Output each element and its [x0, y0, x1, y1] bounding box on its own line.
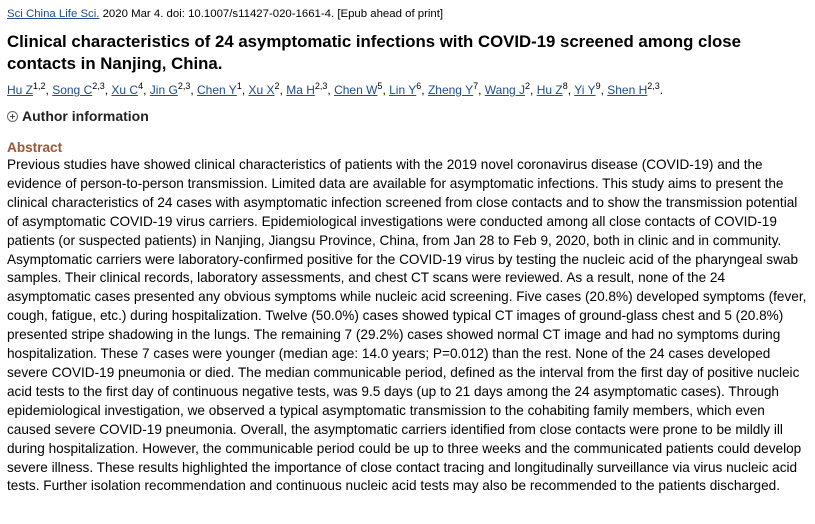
author-separator: , — [327, 83, 335, 97]
author-link[interactable]: Jin G — [149, 83, 178, 97]
author-separator: , — [279, 83, 287, 97]
author-link[interactable]: Wang J — [484, 83, 526, 97]
author-separator: , — [421, 83, 428, 97]
author-information-label: Author information — [22, 108, 149, 124]
author-affiliation: 2 — [525, 81, 531, 91]
citation-details: 2020 Mar 4. doi: 10.1007/s11427-020-1661-4. [Epub ahead of print] — [99, 8, 444, 20]
author-affiliation: 4 — [138, 81, 144, 91]
author-separator: , — [600, 83, 608, 97]
author-separator: , — [104, 83, 112, 97]
author-separator: , — [241, 83, 249, 97]
author-separator: , — [478, 83, 485, 97]
author-separator: , — [45, 83, 53, 97]
author-list — [7, 82, 807, 98]
abstract-heading: Abstract — [7, 140, 63, 155]
author-separator: , — [567, 83, 575, 97]
author-link[interactable]: Hu Z — [536, 83, 563, 97]
author-link[interactable]: Xu X — [248, 83, 275, 97]
plus-circle-icon[interactable] — [7, 111, 18, 122]
article-title: Clinical characteristics of 24 asymptomatic infections with COVID-19 screened among close contacts in Nanjing, China. — [7, 32, 741, 73]
author-link[interactable]: Zheng Y — [427, 83, 474, 97]
author-affiliation: 1,2 — [33, 81, 46, 91]
author-affiliation: 5 — [377, 81, 383, 91]
author-affiliation: 2,3 — [314, 81, 328, 91]
author-affiliation: 6 — [416, 81, 422, 91]
author-affiliation: 7 — [473, 81, 479, 91]
author-separator: , — [530, 83, 537, 97]
abstract-text: Previous studies have showed clinical characteristics of patients with the 2019 novel coronavirus disease (COVID-19) and the evidence of person-to-person transmission. Limited data are available for asymptomatic infections. This study aims to present the clinical characteristics of 24 cases with asymptomatic infection screened from close contacts and to show the transmission potential of asymptomatic COVID-19 virus carriers. Epidemiological investigations were conducted among all close contacts of COVID-19 patients (or suspected patients) in Nanjing, Jiangsu Province, China, from Jan 28 to Feb 9, 2020, both in clinic and in community. Asymptomatic carriers were laboratory-confirmed positive for the COVID-19 virus by testing the nucleic acid of the pharyngeal swab samples. Their clinical records, laboratory assessments, and chest CT scans were reviewed. As a result, none of the 24 asymptomatic cases presented any obvious symptoms while nucleic acid screening. Five cases (20.8%) developed symptoms (fever, cough, fatigue, etc.) during hospitalization. Twelve (50.0%) cases showed typical CT images of ground-glass chest and 5 (20.8%) presented stripe shadowing in the lungs. The remaining 7 (29.2%) cases showed normal CT image and had no symptoms during hospitalization. These 7 cases were younger (median age: 14.0 years; P=0.012) than the rest. None of the 24 cases developed severe COVID-19 pneumonia or died. The median communicable period, defined as the interval from the first day of positive nucleic acid tests to the first day of continuous negative tests, was 9.5 days (up to 21 days among the 24 asymptomatic cases). Through epidemiological investigation, we observed a typical asymptomatic transmission to the cohabiting family members, which even caused severe COVID-19 pneumonia. Overall, the asymptomatic carriers identified from close contacts were prone to be mildly ill during hospitalization. However, the communicable period could be up to three weeks and the communicated patients could develop severe illness. These results highlighted the importance of close contact tracing and longitudinally surveillance via virus nucleic acid tests. Further isolation recommendation and continuous nucleic acid tests may also be recommended to the patients discharged. — [7, 157, 807, 494]
author-link[interactable]: Shen H — [607, 83, 648, 97]
author-separator: , — [190, 83, 197, 97]
author-separator: , — [143, 83, 150, 97]
author-affiliation: 2,3 — [177, 81, 191, 91]
author-affiliation: 8 — [562, 81, 568, 91]
author-separator: , — [382, 83, 390, 97]
author-link[interactable]: Chen Y — [197, 83, 237, 97]
author-link[interactable]: Hu Z — [7, 83, 34, 97]
author-link[interactable]: Yi Y — [574, 83, 596, 97]
author-affiliation: 9 — [595, 81, 601, 91]
author-link[interactable]: Song C — [52, 83, 93, 97]
author-affiliation: 2 — [274, 81, 280, 91]
author-affiliation: 2,3 — [92, 81, 105, 91]
author-link[interactable]: Lin Y — [389, 83, 417, 97]
author-information-toggle[interactable] — [7, 107, 807, 125]
author-affiliation: 1 — [236, 81, 242, 91]
journal-link[interactable]: Sci China Life Sci. — [7, 8, 100, 20]
author-separator: . — [659, 83, 664, 97]
citation-line — [7, 6, 807, 22]
author-link[interactable]: Xu C — [111, 83, 139, 97]
author-link[interactable]: Chen W — [334, 83, 378, 97]
author-affiliation: 2,3 — [647, 81, 660, 91]
author-link[interactable]: Ma H — [286, 83, 315, 97]
